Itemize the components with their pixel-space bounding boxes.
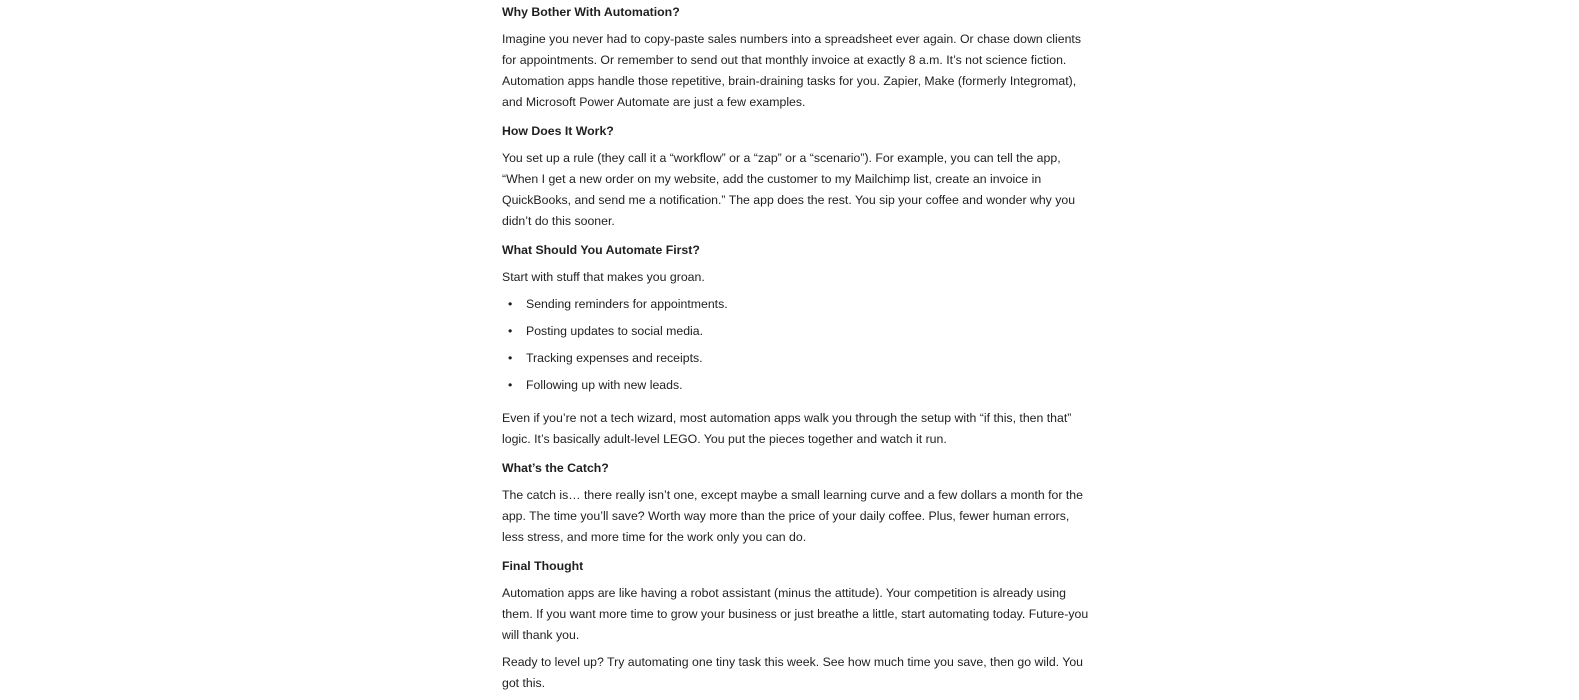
bullet-icon: • (508, 351, 513, 365)
article-body (502, 0, 1092, 700)
bullet-icon: • (508, 297, 513, 311)
paragraph-final-thought: Automation apps are like having a robot assistant (minus the attitude). Your competition is already using them. If you want more time to grow your business or just breathe a little, start automating today. Future-you will thank you. (502, 586, 1089, 642)
paragraph-why-automation: Imagine you never had to copy-paste sales numbers into a spreadsheet ever again. Or chase down clients for appointments. Or remember to send out that monthly invoice at exactly 8 a.m. It’s not science fiction. Automation apps handle those repetitive, brain-draining tasks for you. Zapier, Make (formerly Integromat), and Microsoft Power Automate are just a few examples. (502, 32, 1081, 109)
heading-why-automation: Why Bother With Automation? (502, 5, 680, 19)
heading-what-to-automate: What Should You Automate First? (502, 243, 700, 257)
paragraph-call-to-action: Ready to level up? Try automating one tiny task this week. See how much time you save, then go wild. You got this. (502, 655, 1084, 690)
paragraph-automate-intro: Start with stuff that makes you groan. (502, 270, 705, 284)
heading-final-thought: Final Thought (502, 559, 584, 573)
list-item-text: Tracking expenses and receipts. (526, 351, 703, 365)
paragraph-how-it-works: You set up a rule (they call it a “workflow” or a “zap” or a “scenario”). For example, you can tell the app, “When I get a new order on my website, add the customer to my Mailchimp list, create an invoice in QuickBooks, and send me a notification.” The app does the rest. You sip your coffee and wonder why you didn’t do this sooner. (502, 151, 1076, 228)
list-item-text: Following up with new leads. (526, 378, 683, 392)
automation-task-list (502, 294, 1092, 396)
list-item (502, 375, 1092, 396)
list-item (502, 321, 1092, 342)
bullet-icon: • (508, 324, 513, 338)
list-item-text: Sending reminders for appointments. (526, 297, 728, 311)
list-item-text: Posting updates to social media. (526, 324, 704, 338)
bullet-icon: • (508, 378, 513, 392)
paragraph-automate-outro: Even if you’re not a tech wizard, most automation apps walk you through the setup with “if this, then that” logic. It’s basically adult-level LEGO. You put the pieces together and watch it run. (502, 411, 1072, 446)
list-item (502, 294, 1092, 315)
heading-whats-the-catch: What’s the Catch? (502, 461, 609, 475)
paragraph-whats-the-catch: The catch is… there really isn’t one, except maybe a small learning curve and a few dollars a month for the app. The time you’ll save? Worth way more than the price of your daily coffee. Plus, fewer human errors, less stress, and more time for the work only you can do. (502, 488, 1083, 544)
list-item (502, 348, 1092, 369)
heading-how-it-works: How Does It Work? (502, 124, 614, 138)
